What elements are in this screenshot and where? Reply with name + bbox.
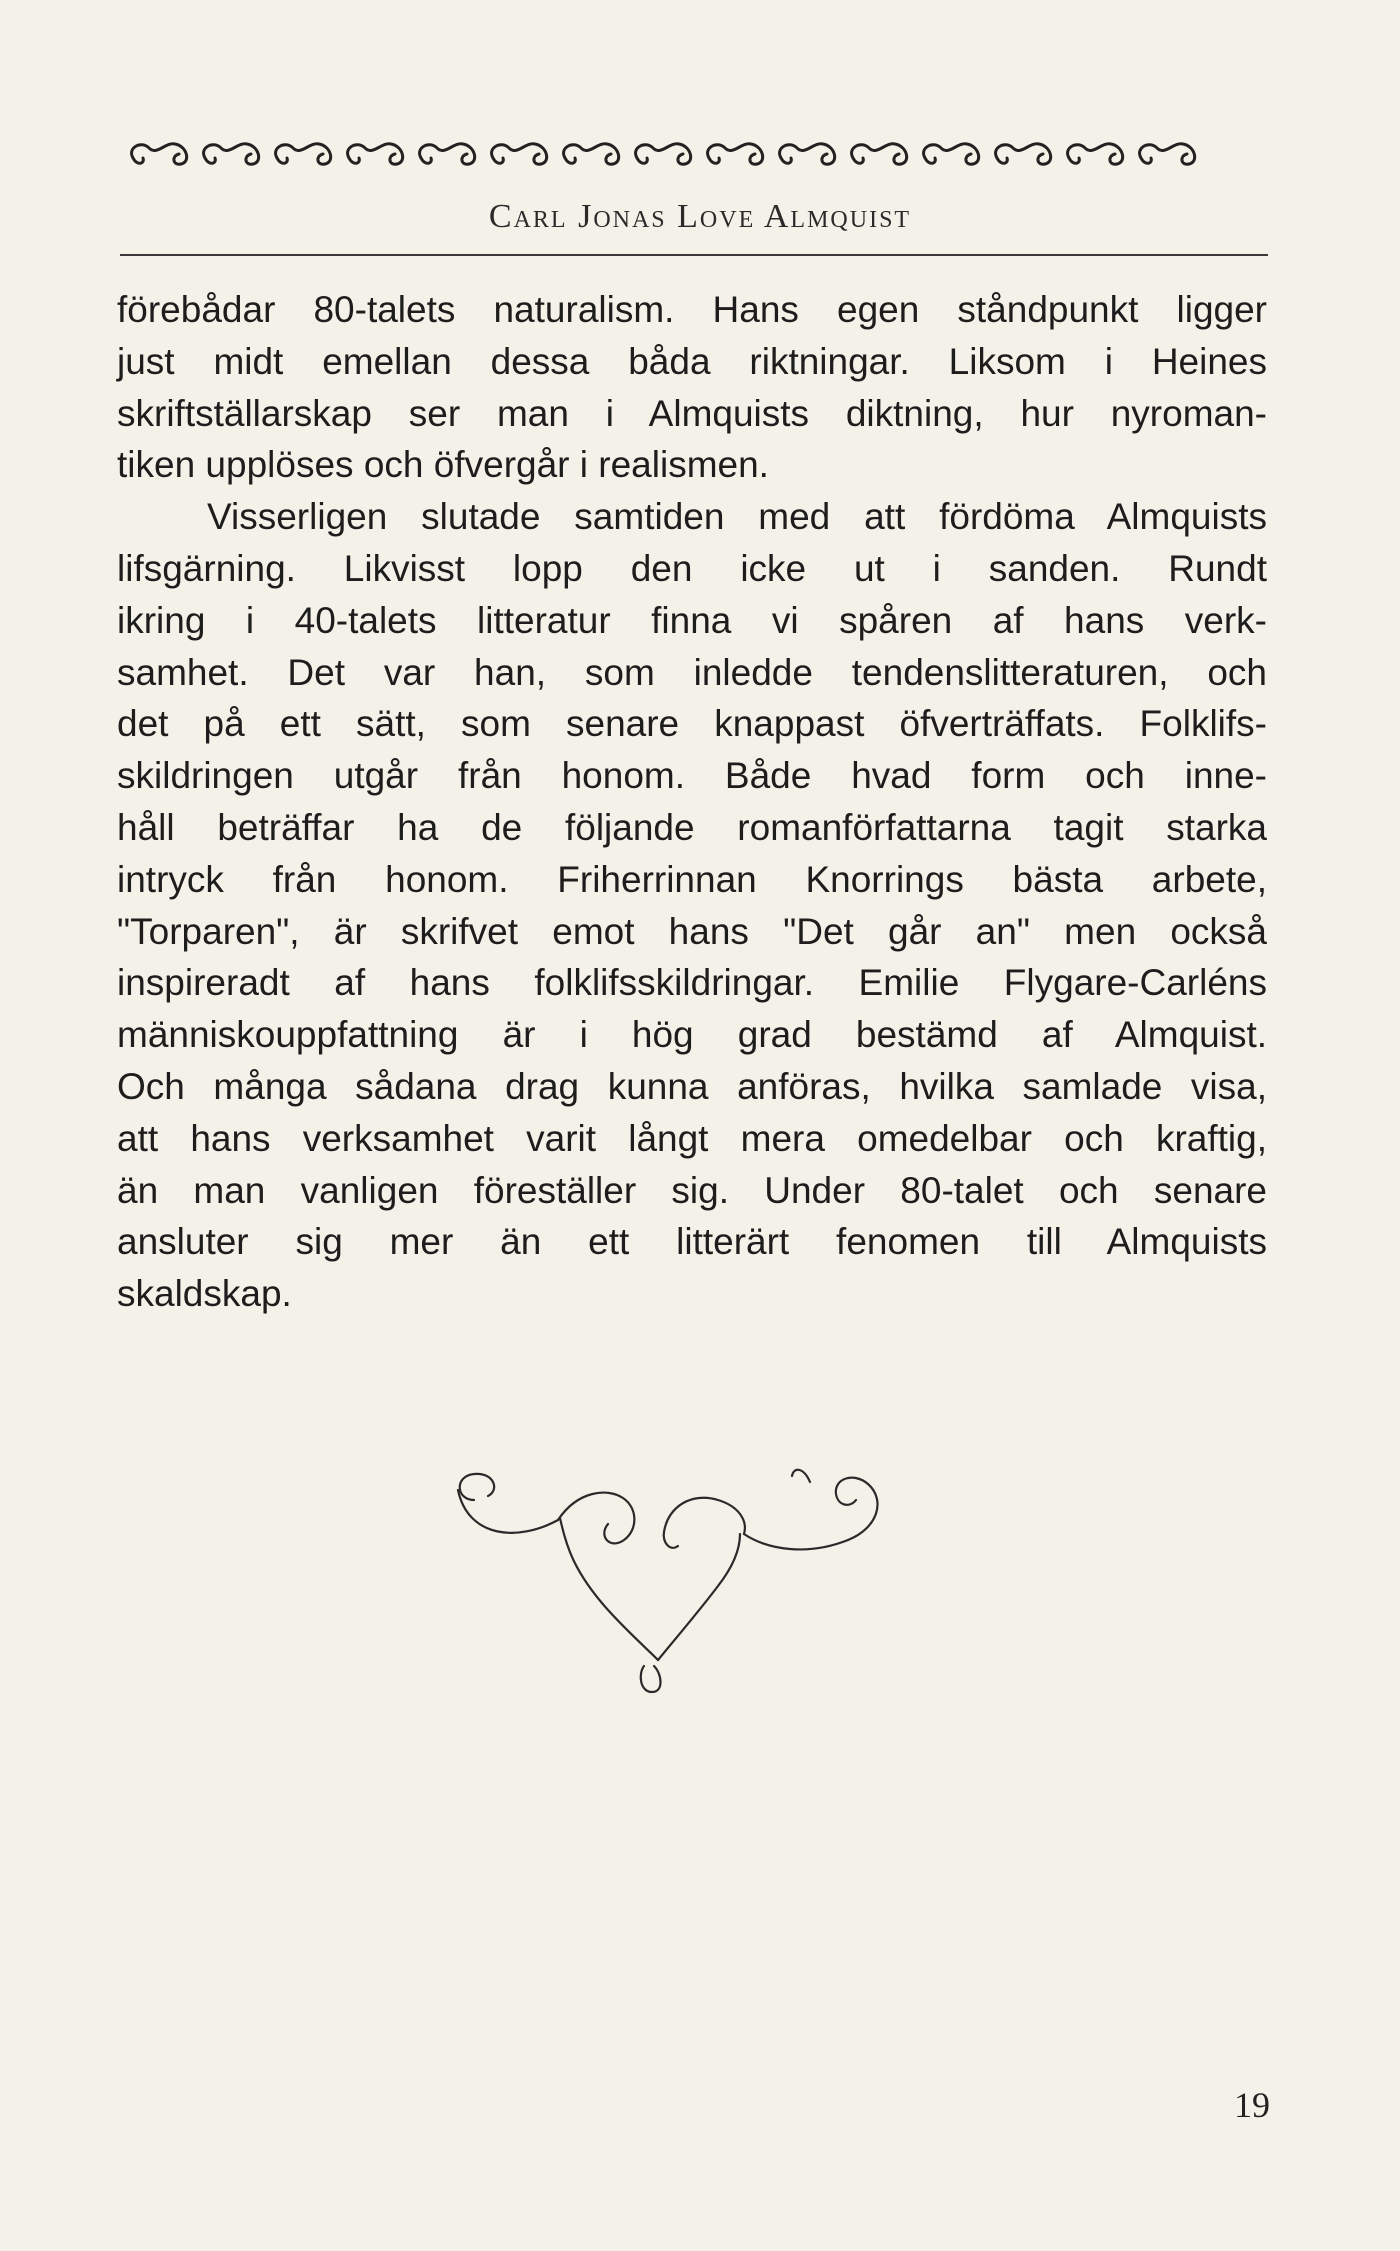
- text-line: Visserligen slutade samtiden med att fördöma Almquists: [207, 496, 1267, 538]
- tailpiece-ornament: [448, 1460, 948, 1700]
- text-line: just midt emellan dessa båda riktningar. Liksom i Heines: [117, 340, 1267, 382]
- text-line: skildringen utgår från honom. Både hvad form och inne-: [117, 755, 1267, 797]
- running-title: Carl Jonas Love Almquist: [488, 198, 912, 235]
- text-line: det på ett sätt, som senare knappast öfverträffats. Folklifs-: [117, 703, 1267, 745]
- ornament-scroll: [924, 144, 979, 164]
- text-line: intryck från honom. Friherrinnan Knorrings bästa arbete,: [117, 858, 1267, 900]
- ornament-curl: [277, 158, 287, 163]
- ornament-scroll: [780, 144, 835, 164]
- text-line: ansluter sig mer än ett litterärt fenomen till Almquists: [117, 1221, 1267, 1263]
- body-text: [117, 284, 1267, 1320]
- ornament-scroll: [636, 144, 691, 164]
- ornament-curl: [421, 158, 431, 163]
- ornament-scroll: [348, 144, 403, 164]
- text-line: samhet. Det var han, som inledde tendenslitteraturen, och: [117, 651, 1267, 693]
- ornament-curl: [349, 158, 359, 163]
- ornament-scroll: [852, 144, 907, 164]
- ornament-curl: [925, 158, 935, 163]
- ornament-scroll: [420, 144, 475, 164]
- text-line: människouppfattning är i hög grad bestämd af Almquist.: [117, 1014, 1267, 1056]
- ornament-curl: [205, 158, 215, 163]
- header-rule: [120, 254, 1268, 256]
- text-line: Och många sådana drag kunna anföras, hvilka samlade visa,: [117, 1065, 1267, 1107]
- ornament-scroll: [492, 144, 547, 164]
- ornament-curl: [565, 158, 575, 163]
- ornament-curl: [853, 158, 863, 163]
- text-line: än man vanligen föreställer sig. Under 80-talet och senare: [117, 1169, 1267, 1211]
- text-line: håll beträffar ha de följande romanförfattarna tagit starka: [117, 806, 1267, 848]
- text-line: inspireradt af hans folklifsskildringar. Emilie Flygare-Carléns: [117, 962, 1267, 1004]
- ornament-scroll: [276, 144, 331, 164]
- ornament-scroll: [132, 144, 187, 164]
- ornament-curl: [493, 158, 503, 163]
- ornament-scroll: [708, 144, 763, 164]
- ornament-scroll: [1068, 144, 1123, 164]
- ornament-curl: [709, 158, 719, 163]
- text-line: ikring i 40-talets litteratur finna vi spåren af hans verk-: [117, 599, 1267, 641]
- ornament-curl: [781, 158, 791, 163]
- text-line: skriftställarskap ser man i Almquists diktning, hur nyroman-: [117, 392, 1267, 434]
- text-line: skaldskap.: [117, 1273, 292, 1315]
- ornament-curl: [1069, 158, 1079, 163]
- ornament-scroll: [204, 144, 259, 164]
- text-line: lifsgärning. Likvisst lopp den icke ut i sanden. Rundt: [117, 547, 1267, 589]
- ornament-scroll: [1140, 144, 1195, 164]
- text-line: att hans verksamhet varit långt mera omedelbar och kraftig,: [117, 1117, 1267, 1159]
- ornament-scroll: [564, 144, 619, 164]
- page-number: 19: [1234, 2085, 1270, 2125]
- ornament-curl: [1141, 158, 1151, 163]
- text-line: "Torparen", är skrifvet emot hans "Det går an" men också: [117, 910, 1267, 952]
- text-line: tiken upplöses och öfvergår i realismen.: [117, 444, 769, 486]
- decorative-header-ornament: [123, 136, 1263, 170]
- ornament-curl: [133, 158, 143, 163]
- ornament-scroll: [996, 144, 1051, 164]
- text-line: förebådar 80-talets naturalism. Hans egen ståndpunkt ligger: [117, 289, 1267, 330]
- ornament-curl: [997, 158, 1007, 163]
- ornament-curl: [637, 158, 647, 163]
